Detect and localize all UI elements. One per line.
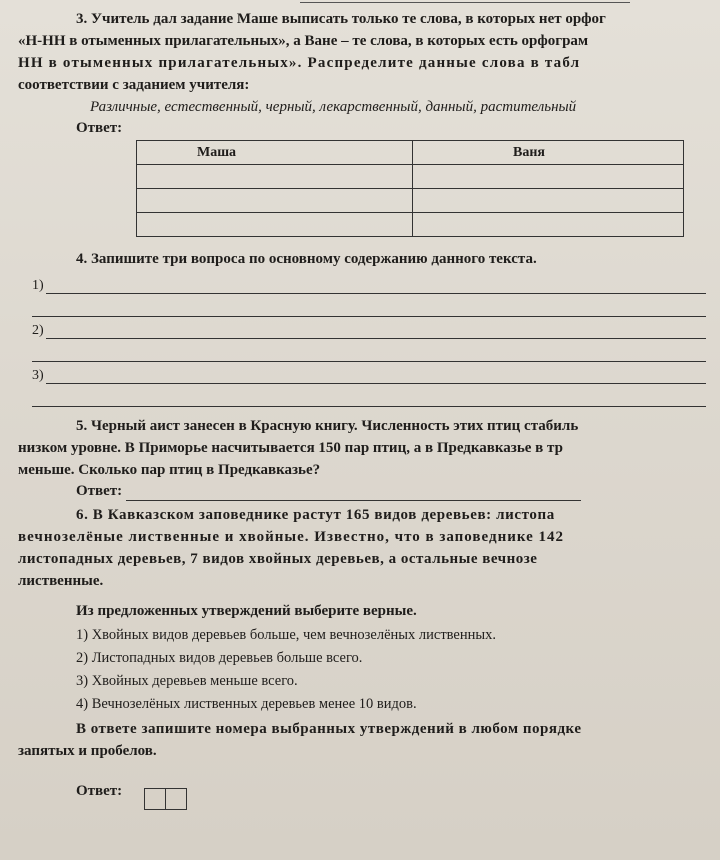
table-cell-vanya[interactable] [413,213,684,237]
task5-answer-label: Ответ: [76,483,123,499]
table-header-masha: Маша [137,141,413,165]
task6-line-3: листопадных деревьев, 7 видов хвойных деревьев, а остальные вечнозе [18,551,538,567]
blank-line[interactable] [32,347,706,362]
table-header-vanya: Ваня [413,141,684,165]
task5-line-2: низком уровне. В Приморье насчитывается 150 пар птиц, а в Предкавказье в тр [18,440,563,456]
task6-option-1: 1) Хвойных видов деревьев больше, чем вечнозелёных лиственных. [76,627,496,643]
task6-line-1: 6. В Кавказском заповеднике растут 165 видов деревьев: листопа [76,507,555,523]
table-cell-masha[interactable] [137,165,413,189]
task6-option-3: 3) Хвойных деревьев меньше всего. [76,673,298,689]
task6-answer [76,772,706,810]
question-line-2 [32,317,706,339]
answer-box-2[interactable] [166,788,187,810]
question-number: 2) [32,323,44,338]
task4-title: 4. Запишите три вопроса по основному содержанию данного текста. [76,251,537,267]
question-line-1 [32,272,706,294]
task-5 [18,415,706,501]
task-4 [18,251,706,407]
task5-line-3: меньше. Сколько пар птиц в Предкавказье? [18,462,321,478]
table-row [137,189,684,213]
task-3 [18,8,706,237]
answer-box-1[interactable] [144,788,166,810]
task6-option-2: 2) Листопадных видов деревьев больше всего. [76,650,363,666]
task5-line-1: 5. Черный аист занесен в Красную книгу. Численность этих птиц стабиль [76,418,579,434]
task6-note-line-1: В ответе запишите номера выбранных утверждений в любом порядке [76,721,582,737]
table-cell-vanya[interactable] [413,189,684,213]
task6-option-4: 4) Вечнозелёных лиственных деревьев менее 10 видов. [76,696,417,712]
task6-instruction: Из предложенных утверждений выберите верные. [76,603,417,619]
table-cell-vanya[interactable] [413,165,684,189]
question-answer-line[interactable] [46,324,706,339]
question-number: 3) [32,368,44,383]
table-cell-masha[interactable] [137,189,413,213]
blank-line[interactable] [32,302,706,317]
task6-note-line-2: запятых и пробелов. [18,743,157,759]
blank-line[interactable] [32,392,706,407]
question-number: 1) [32,278,44,293]
task3-line-1: 3. Учитель дал задание Маше выписать только те слова, в которых нет орфог [76,11,606,27]
task6-line-2: вечнозелёные лиственные и хвойные. Известно, что в заповеднике 142 [18,529,565,545]
task6-answer-label: Ответ: [76,783,123,799]
task5-answer [76,481,706,501]
task3-line-4: соответствии с заданием учителя: [18,77,250,93]
task-6 [18,504,706,810]
top-rule [300,2,630,3]
task3-answer-table [136,140,684,237]
question-answer-line[interactable] [46,369,706,384]
task3-answer-label: Ответ: [76,120,123,136]
answer-boxes [144,788,187,810]
table-cell-masha[interactable] [137,213,413,237]
question-line-3 [32,362,706,384]
question-answer-line[interactable] [46,279,706,294]
task3-line-3: НН в отыменных прилагательных». Распределите данные слова в табл [18,55,581,71]
task6-line-4: лиственные. [18,573,104,589]
table-row [137,165,684,189]
table-row [137,213,684,237]
task3-line-2: «Н-НН в отыменных прилагательных», а Ване – те слова, в которых есть орфограм [18,33,589,49]
task3-word-list: Различные, естественный, черный, лекарственный, данный, растительный [90,99,577,115]
task5-answer-line[interactable] [126,486,581,501]
